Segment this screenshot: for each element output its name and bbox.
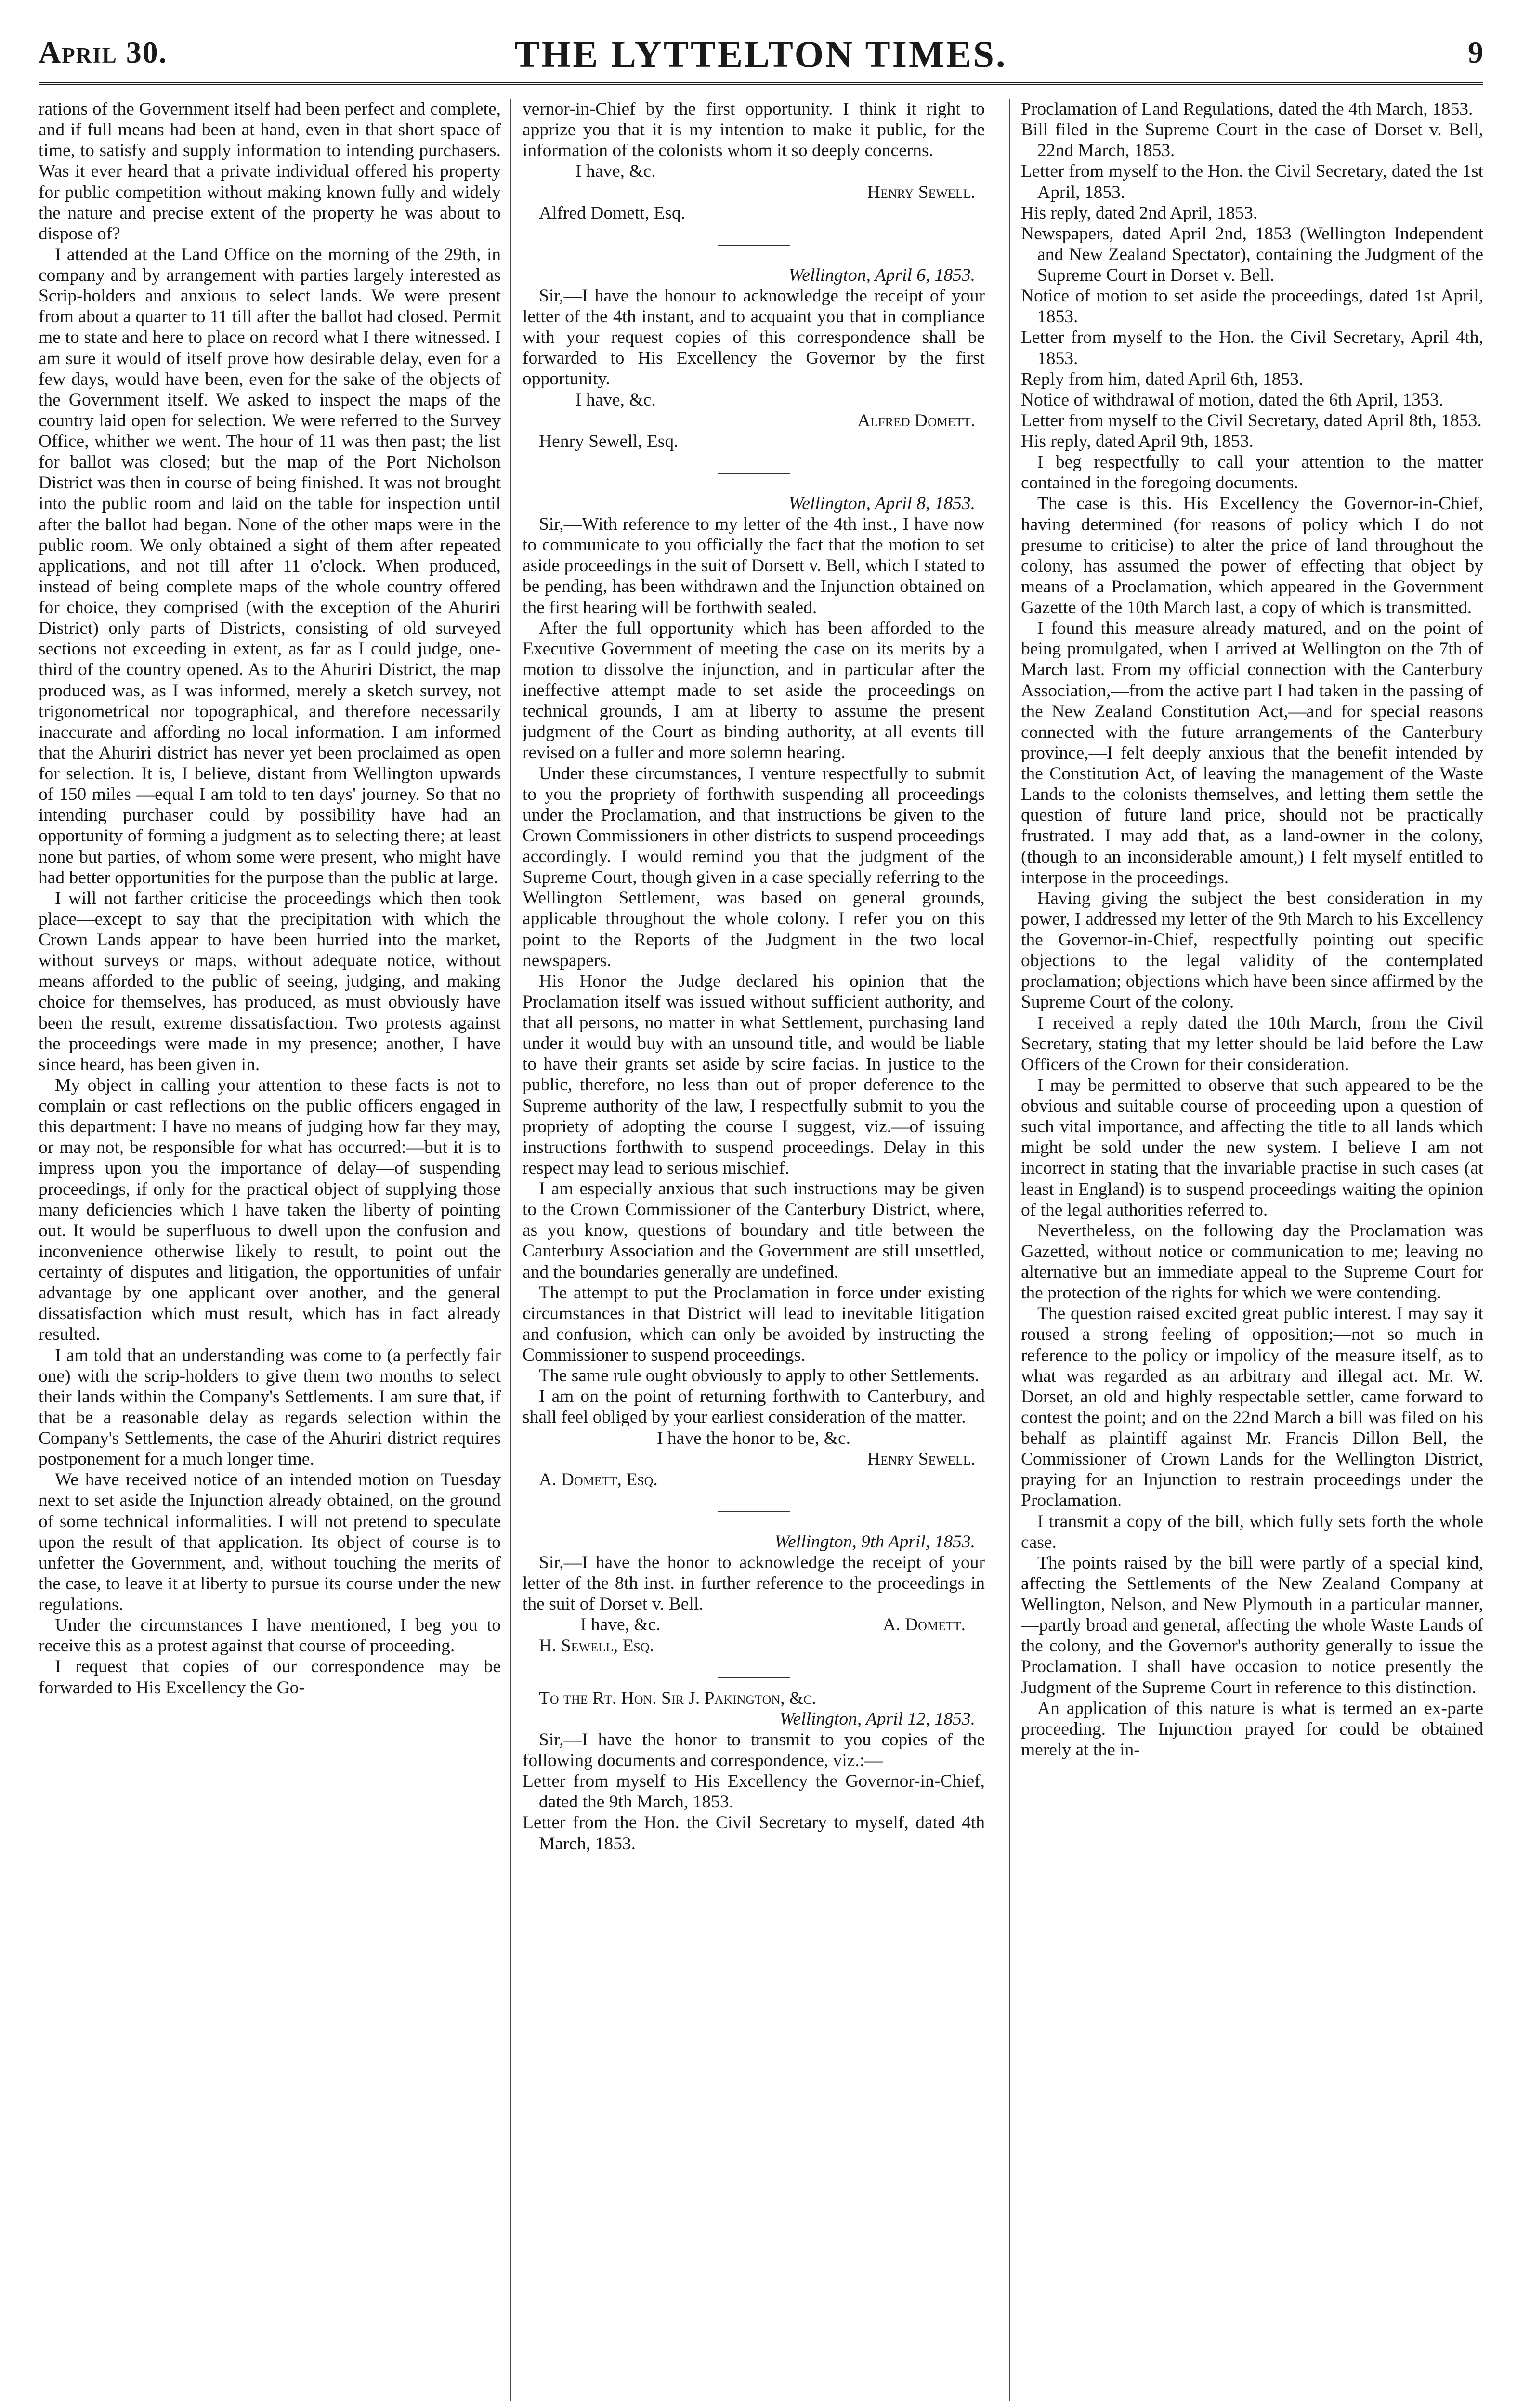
paragraph: vernor-in-Chief by the first opportunity. I think it right to apprize you that it is my intention to make it public, for the information of the colonists whom it so deeply concerns. bbox=[523, 99, 985, 161]
paragraph: I transmit a copy of the bill, which fully sets forth the whole case. bbox=[1021, 1511, 1483, 1552]
column-rule bbox=[510, 99, 511, 2401]
paragraph: I beg respectfully to call your attention to the matter contained in the foregoing documents. bbox=[1021, 452, 1483, 493]
document-list-item: Proclamation of Land Regulations, dated the 4th March, 1853. bbox=[1021, 99, 1473, 119]
section-divider bbox=[718, 1677, 790, 1678]
paragraph: I attended at the Land Office on the morning of the 29th, in company and by arrangement with parties largely interested as Scrip-holders and anxious to select lands. We were present from about a quarter to 11 till after the ballot had closed. Permit me to state and here to place on record what I there witnessed. I am sure it would of itself prove how desirable delay, even for a few days, would have been, even for the sake of the objects of the Government itself. We asked to inspect the maps of the country laid open for selection. We were referred to the Survey Office, whither we went. The hour of 11 was then past; the list for ballot was closed; but the map of the Port Nicholson District was then in course of being finished. It was not brought into the public room and laid on the table for inspection until after the ballot had began. None of the other maps were in the public room. We only obtained a sight of them after repeated applications, and not till after 11 o'clock. When produced, instead of being complete maps of the whole country offered for choice, they comprised (with the exception of the Ahuriri District) only parts of Districts, consisting of old surveyed sections not exceeding in extent, as far as I could judge, one-third of the country opened. As to the Ahuriri District, the map produced was, as I was informed, merely a sketch survey, not trigonometrical nor topographical, and therefore necessarily inaccurate and affording no local information. I am informed that the Ahuriri district has never yet been proclaimed as open for selection. It is, I believe, distant from Wellington upwards of 150 miles —equal I am told to ten days' journey. So that no intending purchaser could by possibility have had an opportunity of forming a judgment as to selecting there; at least none but parties, of whom some were present, who might have had better opportunities for the purpose than the public at large. bbox=[39, 244, 501, 888]
document-list-item: Letter from myself to the Hon. the Civil Secretary, April 4th, 1853. bbox=[1021, 327, 1483, 368]
letter-addressee: Alfred Domett, Esq. bbox=[539, 203, 686, 223]
column-1 bbox=[39, 99, 501, 2401]
letter-signature: Henry Sewell. bbox=[867, 182, 975, 202]
document-list-item: Notice of withdrawal of motion, dated the 6th April, 1353. bbox=[1021, 390, 1443, 410]
letter-dateline: Wellington, 9th April, 1853. bbox=[774, 1531, 975, 1552]
document-list-item: His reply, dated 2nd April, 1853. bbox=[1021, 203, 1258, 223]
letter-closing: I have, &c. bbox=[580, 1615, 661, 1635]
letter-dateline: Wellington, April 8, 1853. bbox=[788, 493, 975, 513]
letter-addressee: Henry Sewell, Esq. bbox=[539, 431, 679, 451]
paragraph: His Honor the Judge declared his opinion that the Proclamation itself was issued without sufficient authority, and that all persons, no matter in what Settlement, purchasing land under it would buy with an unsound title, and would be liable to have their grants set aside by scire facias. In justice to the public, therefore, no less than out of proper deference to the Supreme authority of the law, I respectfully submit to you the propriety of adopting the course I suggest, viz.—of issuing instructions forthwith to suspend proceedings. Delay in this respect may lead to serious mischief. bbox=[523, 971, 985, 1178]
letter-signature: Henry Sewell. bbox=[867, 1449, 975, 1469]
paragraph: rations of the Government itself had been perfect and complete, and if full means had been at hand, even in that short space of time, to satisfy and supply information to intending purchasers. Was it ever heard that a private individual offered his property for public competition without making known fully and widely the nature and precise extent of the property he was about to dispose of? bbox=[39, 99, 501, 244]
column-3 bbox=[1021, 99, 1483, 2401]
paragraph: I will not farther criticise the proceedings which then took place—except to say that the precipitation with which the Crown Lands appear to have been hurried into the market, without surveys or maps, without adequate notice, without means afforded to the public of seeing, judging, and making choice for themselves, has produced, as must obviously have been the result, extreme dissatisfaction. Two protests against the proceedings were made in my presence; another, I have since heard, has been given in. bbox=[39, 888, 501, 1074]
letter-signature: Alfred Domett. bbox=[857, 410, 975, 431]
paragraph: The points raised by the bill were partly of a special kind, affecting the Settlements of the New Zealand Company at Wellington, Nelson, and New Plymouth in a particular manner,—partly broad and general, affecting the whole Waste Lands of the colony, and the Governor's authority generally to issue the Proclamation. I shall have occasion to notice presently the Judgment of the Supreme Court in reference to this distinction. bbox=[1021, 1553, 1483, 1698]
letter-closing: I have the honor to be, &c. bbox=[657, 1428, 850, 1448]
paragraph: I may be permitted to observe that such appeared to be the obvious and suitable course of proceeding upon a question of such vital importance, and affecting the title to all lands which might be sold under the new system. I believe I am not incorrect in stating that the invariable practise in such cases (at least in England) is to suspend proceedings waiting the opinion of the legal authorities referred to. bbox=[1021, 1075, 1483, 1220]
letter-signature: A. Domett. bbox=[883, 1615, 966, 1635]
document-list-item: Letter from myself to His Excellency the Governor-in-Chief, dated the 9th March, 1853. bbox=[523, 1771, 985, 1812]
document-list-item: Newspapers, dated April 2nd, 1853 (Wellington Independent and New Zealand Spectator), containing the Judgment of the Supreme Court in Dorset v. Bell. bbox=[1021, 223, 1483, 285]
document-list-item: Reply from him, dated April 6th, 1853. bbox=[1021, 369, 1304, 389]
paragraph: My object in calling your attention to these facts is not to complain or cast reflections on the public officers engaged in this department: I have no means of judging how far they may, or may not, be responsible for what has occurred:—but it is to impress upon you the importance of delay—of suspending proceedings, if only for the practical object of supplying those many deficiencies which I have taken the liberty of pointing out. It would be superfluous to dwell upon the confusion and inconvenience otherwise likely to result, to point out the certainty of disputes and litigation, the opportunities of unfair advantage by one applicant over another, and the general dissatisfaction which must result, which has in fact already resulted. bbox=[39, 1075, 501, 1345]
section-divider bbox=[718, 1511, 790, 1512]
document-list-item: His reply, dated April 9th, 1853. bbox=[1021, 432, 1254, 451]
document-list-item: Notice of motion to set aside the proceedings, dated 1st April, 1853. bbox=[1021, 286, 1483, 327]
letter-dateline: Wellington, April 6, 1853. bbox=[788, 265, 975, 285]
paragraph: The same rule ought obviously to apply to other Settlements. bbox=[539, 1366, 980, 1386]
paragraph: Sir,—I have the honour to acknowledge the receipt of your letter of the 4th instant, and to acquaint you that in compliance with your request copies of this correspondence shall be forwarded to His Excellency the Governor by the first opportunity. bbox=[523, 286, 985, 389]
page-number: 9 bbox=[1468, 35, 1483, 69]
paragraph: The case is this. His Excellency the Governor-in-Chief, having determined (for reasons of policy which I do not presume to criticise) to alter the price of land throughout the colony, has assumed the power of effecting that object by means of a Proclamation, which appeared in the Government Gazette of the 10th March last, a copy of which is transmitted. bbox=[1021, 494, 1483, 617]
letter-salutation: To the Rt. Hon. Sir J. Pakington, &c. bbox=[539, 1688, 816, 1708]
letter-dateline: Wellington, April 12, 1853. bbox=[779, 1709, 975, 1729]
paragraph: Sir,—I have the honor to transmit to you copies of the following documents and correspondence, viz.:— bbox=[523, 1729, 985, 1770]
paragraph: I found this measure already matured, and on the point of being promulgated, when I arrived at Wellington on the 7th of March last. From my official connection with the Canterbury Association,—from the active part I had taken in the passing of the New Zealand Constitution Act,—and for special reasons connected with the future arrangements of the Canterbury province,—I felt deeply anxious that the benefit intended by the Constitution Act, of leaving the management of the Waste Lands to the colonists themselves, and letting them settle the question of future land price, should not be practically frustrated. I may add that, as a land-owner in the colony, (though to an inconsiderable amount,) I felt myself entitled to interpose in the proceedings. bbox=[1021, 618, 1483, 888]
letter-addressee: H. Sewell, Esq. bbox=[539, 1636, 654, 1656]
paragraph: I am told that an understanding was come to (a perfectly fair one) with the scrip-holders to give them two months to select their lands within the Company's Settlements. I am sure that, if that be a reasonable delay as regards selection within the Company's Settlements, the case of the Ahuriri district requires postponement for a much longer time. bbox=[39, 1345, 501, 1469]
paragraph: Under these circumstances, I venture respectfully to submit to you the propriety of forthwith suspending all proceedings under the Proclamation, and that instructions be given to the Crown Commissioners in other districts to suspend proceedings accordingly. I would remind you that the judgment of the Supreme Court, though given in a case specially referring to the Wellington Settlement, was based on general grounds, applicable throughout the whole colony. I refer you on this point to the Reports of the Judgment in the two local newspapers. bbox=[523, 763, 985, 970]
paragraph: I am especially anxious that such instructions may be given to the Crown Commissioner of the Canterbury District, where, as you know, questions of boundary and title between the Canterbury Association and the Government are still unsettled, and the boundaries generally are undefined. bbox=[523, 1179, 985, 1282]
section-divider bbox=[718, 245, 790, 246]
letter-closing: I have, &c. bbox=[575, 390, 656, 410]
letter-closing: I have, &c. bbox=[575, 161, 656, 182]
letter-sign-off bbox=[523, 1614, 985, 1635]
paragraph: After the full opportunity which has been afforded to the Executive Government of meeting the case on its merits by a motion to dissolve the injunction, and in particular after the ineffective attempt made to set aside the proceedings on technical grounds, I am at liberty to assume the present judgment of the Court as binding authority, at all events till revised on a fuller and more solemn hearing. bbox=[523, 618, 985, 763]
paragraph: An application of this nature is what is termed an ex-parte proceeding. The Injunction prayed for could be obtained merely at the in- bbox=[1021, 1698, 1483, 1760]
paragraph: Sir,—I have the honor to acknowledge the receipt of your letter of the 8th inst. in further reference to the proceedings in the suit of Dorset v. Bell. bbox=[523, 1553, 985, 1614]
column-2 bbox=[523, 99, 985, 2401]
paragraph: I received a reply dated the 10th March, from the Civil Secretary, stating that my letter should be laid before the Law Officers of the Crown for their consideration. bbox=[1021, 1013, 1483, 1074]
document-list-item: Bill filed in the Supreme Court in the case of Dorset v. Bell, 22nd March, 1853. bbox=[1021, 120, 1483, 161]
newspaper-title: THE LYTTELTON TIMES. bbox=[514, 33, 1007, 75]
paragraph: Under the circumstances I have mentioned, I beg you to receive this as a protest against that course of proceeding. bbox=[39, 1615, 501, 1656]
document-list-item: Letter from the Hon. the Civil Secretary to myself, dated 4th March, 1853. bbox=[523, 1813, 985, 1854]
paragraph: The question raised excited great public interest. I may say it roused a strong feeling of opposition;—not so much in reference to the policy or impolicy of the measure itself, as to what was regarded as an arbitrary and illegal act. Mr. W. Dorset, an old and highly respectable settler, came forward to contest the point; and on the 22nd March a bill was filed on his behalf as plaintiff against Mr. Francis Dillon Bell, the Commissioner of Crown Lands for the Wellington District, praying for an Injunction to restrain proceedings under the Proclamation. bbox=[1021, 1304, 1483, 1511]
paragraph: Having giving the subject the best consideration in my power, I addressed my letter of the 9th March to his Excellency the Governor-in-Chief, respectfully pointing out specific objections to the legal validity of the contemplated proclamation; objections which have been since affirmed by the Supreme Court of the colony. bbox=[1021, 888, 1483, 1012]
paragraph: The attempt to put the Proclamation in force under existing circumstances in that District will lead to inevitable litigation and confusion, which can only be avoided by instructing the Commissioner to suspend proceedings. bbox=[523, 1283, 985, 1365]
document-list-item: Letter from myself to the Hon. the Civil Secretary, dated the 1st April, 1853. bbox=[1021, 161, 1483, 202]
masthead bbox=[39, 24, 1483, 85]
document-list-item: Letter from myself to the Civil Secretary, dated April 8th, 1853. bbox=[1021, 410, 1482, 431]
paragraph: I am on the point of returning forthwith to Canterbury, and shall feel obliged by your earliest consideration of the matter. bbox=[523, 1387, 985, 1427]
paragraph: Nevertheless, on the following day the Proclamation was Gazetted, without notice or communication to me; leaving no alternative but an immediate appeal to the Supreme Court for the protection of the rights for which we were contending. bbox=[1021, 1220, 1483, 1303]
section-divider bbox=[718, 473, 790, 474]
column-rule bbox=[1009, 99, 1010, 2401]
paragraph: We have received notice of an intended motion on Tuesday next to set aside the Injunction already obtained, on the ground of some technical informalities. I will not pretend to speculate upon the result of that application. Its object of course is to unfetter the Government, and, without touching the merits of the case, to leave it at liberty to pursue its course under the new regulations. bbox=[39, 1470, 501, 1614]
issue-date: April 30. bbox=[39, 35, 168, 69]
paragraph: I request that copies of our correspondence may be forwarded to His Excellency the Go- bbox=[39, 1657, 501, 1698]
letter-addressee: A. Domett, Esq. bbox=[539, 1469, 658, 1490]
paragraph: Sir,—With reference to my letter of the 4th inst., I have now to communicate to you officially the fact that the motion to set aside proceedings in the suit of Dorsett v. Bell, which I stated to be pending, has been withdrawn and the Injunction obtained on the first hearing will be forthwith sealed. bbox=[523, 514, 985, 617]
